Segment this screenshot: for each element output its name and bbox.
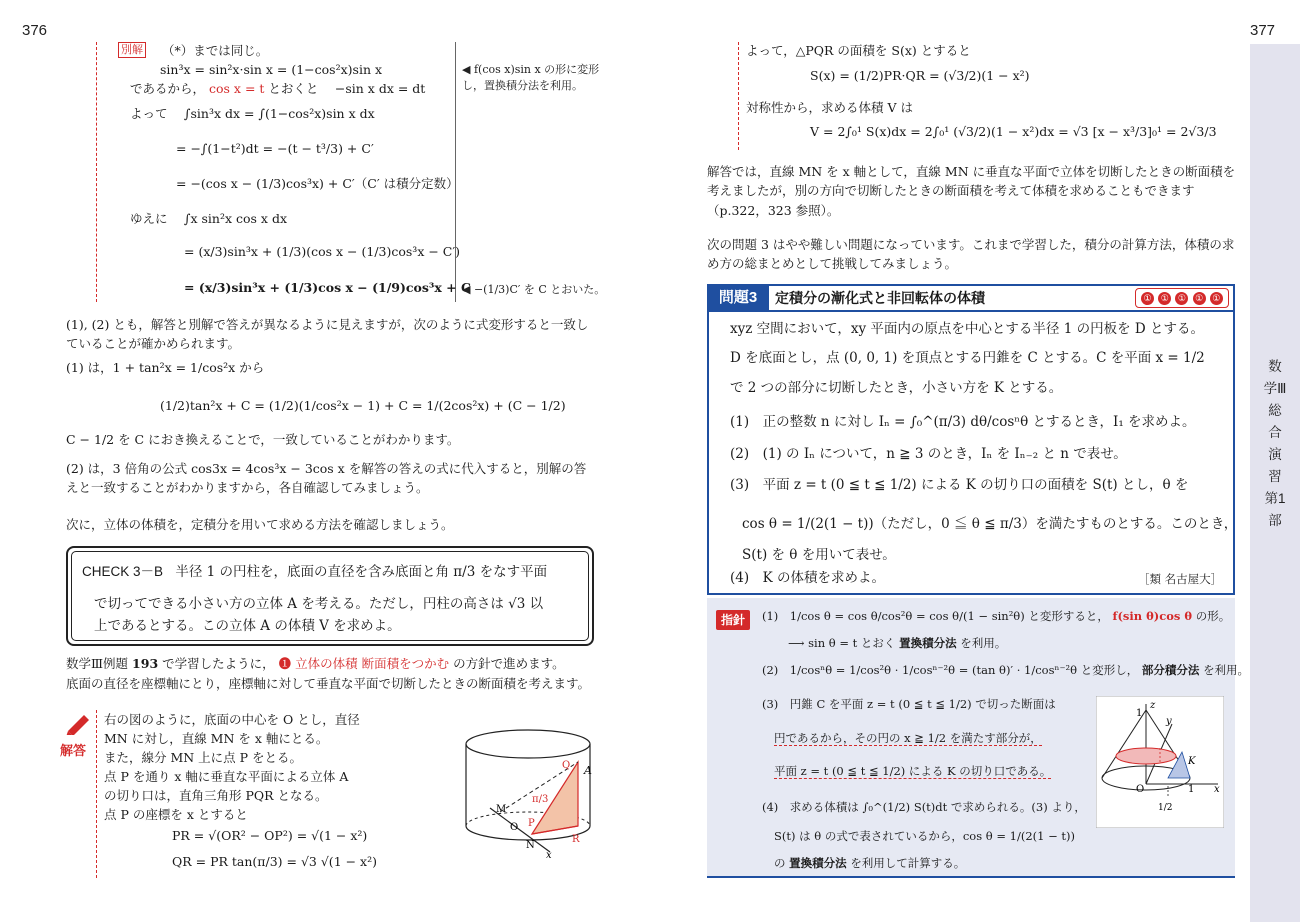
page-number-right: 377 xyxy=(1250,22,1276,39)
sidebar-chapter-text: 数学Ⅲ 総合演習 第1部 xyxy=(1263,359,1287,528)
beppu-line-2a: であるから， xyxy=(130,81,206,96)
page-number-left: 376 xyxy=(22,22,48,39)
cone-label-1x: 1 xyxy=(1188,784,1195,795)
para-case1-conclusion: C − 1/2 を C におき換えることで，一致していることがわかります。 xyxy=(66,432,460,447)
example-number: 193 xyxy=(132,656,159,671)
difficulty-icon: ① xyxy=(1141,292,1154,305)
para-case1-intro: (1) は，1 + tan²x = 1/cos²x から xyxy=(66,360,265,375)
hint-line-7: (4) 求める体積は ∫₀^(1/2) S(t)dt で求められる。(3) より， xyxy=(762,800,1086,814)
beppu-margin-rule xyxy=(96,42,97,302)
problem-line-5: (2) (1) の Iₙ について，n ≧ 3 のとき，Iₙ を Iₙ₋₂ と n で表せ。 xyxy=(730,446,1127,462)
hint-line-8: S(t) は θ の式で表されているから，cos θ = 1/(2(1 − t)) xyxy=(774,829,1075,843)
difficulty-icon: ① xyxy=(1193,292,1206,305)
hint-line-3 xyxy=(762,663,1249,678)
hint-line-9b: を利用して計算する。 xyxy=(850,856,966,870)
fig-label-N: N xyxy=(526,840,535,851)
right-top-line-3: 対称性から，求める体積 V は xyxy=(746,100,913,115)
cone-label-1z: 1 xyxy=(1136,708,1143,719)
kaito-line-4: 点 P を通り x 軸に垂直な平面による立体 A xyxy=(104,769,349,784)
problem-line-8: S(t) を θ を用いて表せ。 xyxy=(742,547,896,563)
para-method xyxy=(66,656,565,672)
para-method-b: で学習したように， xyxy=(162,656,275,671)
para-consistency: (1), (2) とも，解答と別解で答えが異なるように見えますが，次のように式変形すると一致していることが確かめられます。 xyxy=(66,317,589,351)
cone-label-y: y xyxy=(1166,716,1172,727)
problem-line-2: D を底面とし，点 (0, 0, 1) を頂点とする円錐を C とする。C を平面 x = 1/2 xyxy=(730,350,1205,366)
check-line-1 xyxy=(82,564,547,581)
right-top-line-1: よって，△PQR の面積を S(x) とすると xyxy=(746,43,971,58)
hint-line-1a: (1) 1/cos θ = cos θ/cos²θ = cos θ/(1 − sin²θ) と変形すると， xyxy=(762,609,1109,623)
para-cross-section: 底面の直径を座標軸にとり，座標軸に対して垂直な平面で切断したときの断面積を考えます。 xyxy=(66,676,591,691)
fig-label-P: P xyxy=(528,818,535,829)
beppu-line-5: = −(cos x − (1/3)cos³x) + C′（C′ は積分定数） xyxy=(176,176,459,191)
problem-source: ［類 名古屋大］ xyxy=(1138,572,1223,586)
hint-line-9a: の xyxy=(774,856,786,870)
problem-line-3: で 2 つの部分に切断したとき，小さい方を K とする。 xyxy=(730,380,1063,396)
hint-key-4: 置換積分法 xyxy=(789,858,847,870)
fig-label-R: R xyxy=(572,834,580,845)
note-column-rule xyxy=(455,42,456,302)
para-method-c: の方針で進めます。 xyxy=(453,656,565,671)
hint-line-3b: を利用。 xyxy=(1203,663,1250,677)
kaito-label: 解答 xyxy=(60,743,87,758)
kaito-line-7: PR = √(OR² − OP²) = √(1 − x²) xyxy=(172,828,368,843)
fig-label-A: A xyxy=(584,764,592,777)
kaito-badge xyxy=(60,713,94,759)
kaito-line-5: の切り口は，直角三角形 PQR となる。 xyxy=(104,788,328,803)
fig-label-Q: Q xyxy=(562,760,571,771)
fig-label-M: M xyxy=(496,804,507,815)
hint-key-1: f(sin θ)cos θ xyxy=(1112,609,1193,623)
hint-line-1b: の形。 xyxy=(1195,609,1231,623)
hint-line-5: 円であるから，その円の x ≧ 1/2 を満たす部分が， xyxy=(774,731,1042,745)
para-case1-eq: (1/2)tan²x + C = (1/2)(1/cos²x − 1) + C = 1/(2cos²x) + (C − 1/2) xyxy=(160,398,566,413)
kaito-line-1: 右の図のように，底面の中心を O とし，直径 xyxy=(104,712,360,727)
right-para-2: 次の問題 3 はやや難しい問題になっています。これまで学習した，積分の計算方法，体積の求め方の総まとめとして挑戦してみましょう。 xyxy=(707,237,1235,272)
cylinder-figure xyxy=(460,722,610,862)
right-top-line-2: S(x) = (1/2)PR·QR = (√3/2)(1 − x²) xyxy=(810,68,1030,83)
hint-key-2: 置換積分法 xyxy=(899,638,957,650)
para-volume-intro: 次に，立体の体積を，定積分を用いて求める方法を確認しましょう。 xyxy=(66,517,454,532)
side-note-1: ◀ f(cos x)sin x の形に変形し，置換積分法を利用。 xyxy=(462,63,600,92)
problem-line-6: (3) 平面 z = t (0 ≦ t ≦ 1/2) による K の切り口の面積を S(t) とし，θ を xyxy=(730,477,1189,493)
beppu-line-8: = (x/3)sin³x + (1/3)cos x − (1/9)cos³x + C xyxy=(184,280,471,295)
cone-label-half: 1/2 xyxy=(1158,803,1173,813)
cone-figure xyxy=(1096,696,1224,828)
beppu-line-7: = (x/3)sin³x + (1/3)(cos x − (1/3)cos³x − C′) xyxy=(184,244,461,259)
method-key: ❶ 立体の体積 断面積をつかむ xyxy=(278,656,450,671)
hint-line-2b: を利用。 xyxy=(960,636,1007,650)
fig-label-angle: π/3 xyxy=(532,794,549,805)
beppu-line-6: ゆえに ∫x sin²x cos x dx xyxy=(130,211,287,226)
hint-line-6: 平面 z = t (0 ≦ t ≦ 1/2) による K の切り口である。 xyxy=(774,764,1052,778)
hint-line-3a: (2) 1/cosⁿθ = 1/cos²θ · 1/cosⁿ⁻²θ = (tan θ)′ · 1/cosⁿ⁻²θ と変形し， xyxy=(762,663,1139,677)
side-note-2: ◀ −(1/3)C′ を C とおいた。 xyxy=(462,283,606,296)
right-top-line-4: V = 2∫₀¹ S(x)dx = 2∫₀¹ (√3/2)(1 − x²)dx = √3 [x − x³/3]₀¹ = 2√3/3 xyxy=(810,124,1217,139)
difficulty-rating xyxy=(1135,288,1229,308)
beppu-line-3: よって ∫sin³x dx = ∫(1−cos²x)sin x dx xyxy=(130,106,375,121)
fig-label-x: x xyxy=(546,850,552,861)
cone-label-z: z xyxy=(1150,700,1156,711)
pencil-icon xyxy=(60,713,94,735)
difficulty-icon: ① xyxy=(1175,292,1188,305)
hint-label: 指針 xyxy=(716,610,750,630)
kaito-line-2: MN に対し，直線 MN を x 軸にとる。 xyxy=(104,731,329,746)
hint-line-1 xyxy=(762,609,1230,623)
kaito-margin-rule xyxy=(96,710,97,878)
cone-label-O: O xyxy=(1136,784,1145,795)
problem-label: 問題3 xyxy=(707,284,769,312)
difficulty-icon: ① xyxy=(1158,292,1171,305)
check-text-3: 上であるとする。この立体 A の体積 V を求めよ。 xyxy=(94,618,401,634)
beppu-line-2 xyxy=(130,81,425,97)
beppu-line-2b: とおくと −sin x dx = dt xyxy=(268,81,426,96)
beppu-label: 別解 xyxy=(118,42,146,58)
problem-line-7: cos θ = 1/(2(1 − t))（ただし，0 ≦ θ ≦ π/3）を満たすものとする。このとき， xyxy=(742,516,1238,532)
beppu-line-1: sin³x = sin²x·sin x = (1−cos²x)sin x xyxy=(160,62,383,77)
check-text-1: 半径 1 の円柱を，底面の直径を含み底面と角 π/3 をなす平面 xyxy=(175,564,548,580)
cone-label-K: K xyxy=(1188,756,1196,767)
hint-line-4: (3) 円錐 C を平面 z = t (0 ≦ t ≦ 1/2) で切った断面は xyxy=(762,697,1056,711)
right-margin-rule xyxy=(738,42,739,150)
hint-line-2a: ⟶ sin θ = t とおく xyxy=(788,636,896,650)
beppu-substitution: cos x = t xyxy=(209,81,265,96)
cone-label-x: x xyxy=(1214,784,1220,795)
kaito-line-6: 点 P の座標を x とすると xyxy=(104,807,248,822)
check-text-2: で切ってできる小さい方の立体 A を考える。ただし，円柱の高さは √3 以 xyxy=(94,596,544,612)
problem-title: 定積分の漸化式と非回転体の体積 xyxy=(775,290,985,306)
hint-line-2 xyxy=(788,636,1006,651)
right-para-1: 解答では，直線 MN を x 軸として，直線 MN に垂直な平面で立体を切断したときの断面積を考えましたが，別の方向で切断したときの断面積を考えて体積を求めることもできます（p.322，323 参照）。 xyxy=(707,164,1236,218)
hint-key-3: 部分積分法 xyxy=(1141,665,1200,677)
problem-line-1: xyz 空間において，xy 平面内の原点を中心とする半径 1 の円板を D とする。 xyxy=(730,321,1204,337)
kaito-line-3: また，線分 MN 上に点 P をとる。 xyxy=(104,750,303,765)
sidebar-chapter-label xyxy=(1262,356,1288,532)
problem-line-4: (1) 正の整数 n に対し Iₙ = ∫₀^(π/3) dθ/cosⁿθ とするとき，I₁ を求めよ。 xyxy=(730,414,1196,430)
beppu-intro: （*）までは同じ。 xyxy=(162,43,269,58)
check-label: CHECK 3－B xyxy=(82,564,164,579)
hint-line-9 xyxy=(774,856,965,871)
para-case2: (2) は，3 倍角の公式 cos3x = 4cos³x − 3cos x を解答の答えの式に代入すると，別解の答えと一致することがわかりますから，各自確認してみましょう。 xyxy=(66,461,587,495)
difficulty-icon: ① xyxy=(1210,292,1223,305)
beppu-line-4: = −∫(1−t²)dt = −(t − t³/3) + C′ xyxy=(176,141,374,156)
fig-label-O: O xyxy=(510,822,519,833)
kaito-line-8: QR = PR tan(π/3) = √3 √(1 − x²) xyxy=(172,854,377,869)
para-method-a: 数学Ⅲ例題 xyxy=(66,656,129,671)
problem-line-9: (4) K の体積を求めよ。 xyxy=(730,570,885,586)
